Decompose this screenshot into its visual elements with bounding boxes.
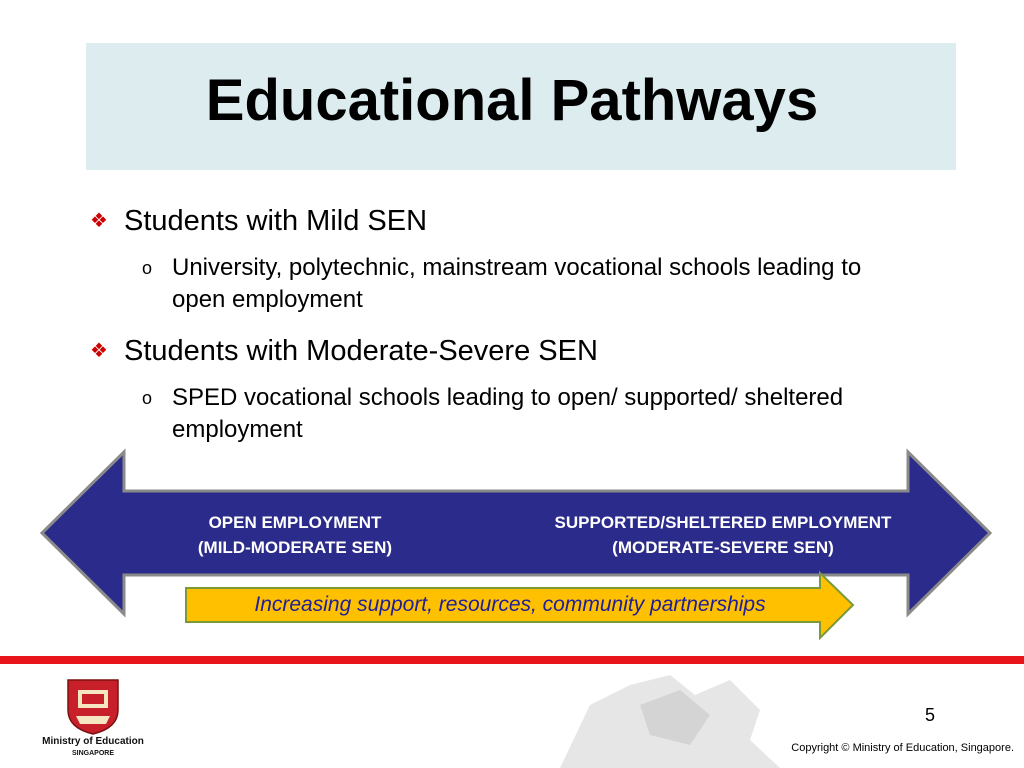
label-line: SUPPORTED/SHELTERED EMPLOYMENT: [554, 513, 892, 532]
page-number: 5: [924, 705, 935, 725]
slide-title: Educational Pathways: [205, 68, 819, 133]
sub-bullet-text: University, polytechnic, mainstream vocational schools leading to open employment: [172, 254, 862, 313]
bullet-text: Students with Moderate-Severe SEN: [124, 335, 598, 367]
sub-bullet-text: SPED vocational schools leading to open/ supported/ sheltered employment: [172, 384, 844, 443]
footer-divider: [0, 656, 1024, 664]
open-employment-label: [150, 510, 440, 560]
logo-name: Ministry of Education: [42, 736, 144, 747]
label-line: OPEN EMPLOYMENT: [208, 513, 382, 532]
diamond-bullet-icon: ❖: [90, 340, 108, 362]
logo-country: SINGAPORE: [71, 750, 114, 757]
copyright-text: Copyright © Ministry of Education, Singapore.: [791, 742, 1014, 754]
bullet-text: Students with Mild SEN: [124, 205, 428, 237]
label-line: (MILD-MODERATE SEN): [197, 538, 393, 557]
logo-text: [38, 736, 148, 760]
circle-bullet-icon: o: [142, 258, 153, 278]
crest-icon: [38, 676, 148, 736]
diamond-bullet-icon: ❖: [90, 210, 108, 232]
supported-employment-label: [488, 510, 958, 560]
support-banner-text: Increasing support, resources, community partnerships: [254, 593, 766, 616]
circle-bullet-icon: o: [142, 388, 153, 408]
label-line: (MODERATE-SEVERE SEN): [612, 538, 834, 557]
